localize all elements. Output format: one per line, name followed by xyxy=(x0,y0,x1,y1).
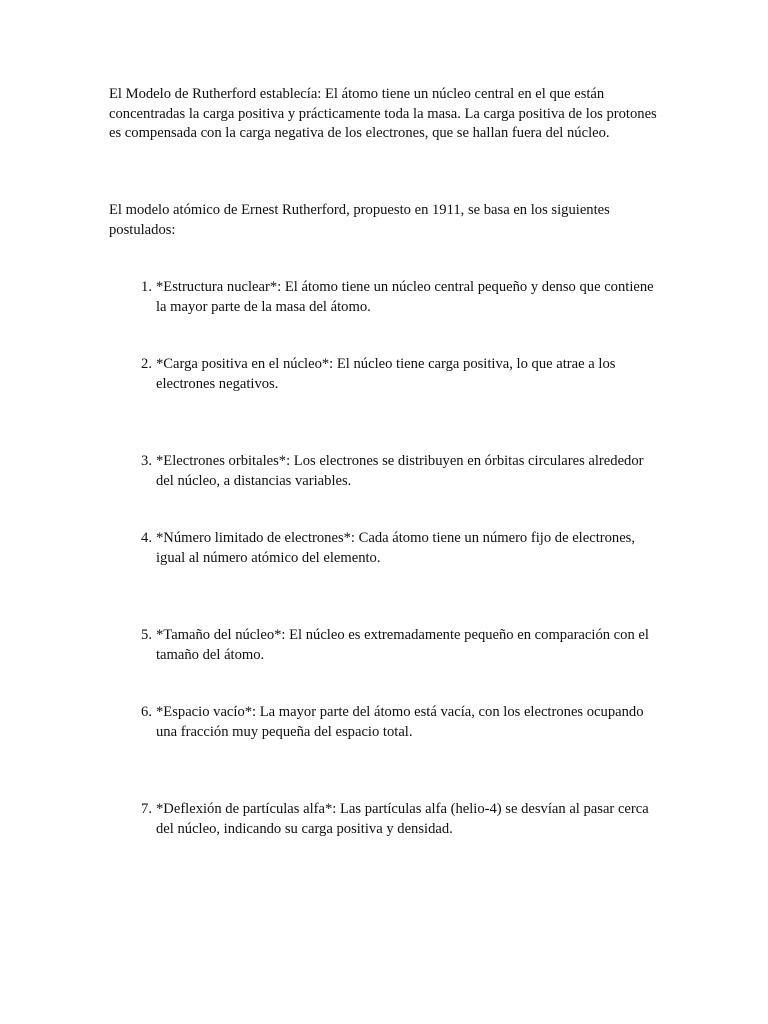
list-item xyxy=(109,452,664,491)
list-item-text: *Electrones orbitales*: Los electrones se distribuyen en órbitas circulares alrededor del núcleo, a distancias variables. xyxy=(156,453,644,489)
list-item-text: *Estructura nuclear*: El átomo tiene un núcleo central pequeño y denso que contiene la mayor parte de la masa del átomo. xyxy=(156,279,654,315)
list-item-number: 3. xyxy=(141,453,152,469)
list-item xyxy=(109,529,664,568)
intro-paragraph: El Modelo de Rutherford establecía: El átomo tiene un núcleo central en el que están concentradas la carga positiva y prácticamente toda la masa. La carga positiva de los protones es compensada con la carga negativa de los electrones, que se hallan fuera del núcleo. xyxy=(109,86,657,141)
list-item xyxy=(109,355,664,394)
list-item-text: *Espacio vacío*: La mayor parte del átomo está vacía, con los electrones ocupando una fracción muy pequeña del espacio total. xyxy=(156,704,644,740)
list-item xyxy=(109,626,664,665)
list-item-text: *Carga positiva en el núcleo*: El núcleo tiene carga positiva, lo que atrae a los electrones negativos. xyxy=(156,356,616,392)
list-item-text: *Tamaño del núcleo*: El núcleo es extremadamente pequeño en comparación con el tamaño del átomo. xyxy=(156,627,649,663)
list-item-number: 1. xyxy=(141,279,152,295)
list-item-number: 6. xyxy=(141,704,152,720)
list-item-number: 5. xyxy=(141,627,152,643)
list-item-number: 4. xyxy=(141,530,152,546)
postulates-intro-paragraph: El modelo atómico de Ernest Rutherford, propuesto en 1911, se basa en los siguientes postulados: xyxy=(109,202,610,238)
list-item xyxy=(109,278,664,317)
list-item-number: 2. xyxy=(141,356,152,372)
list-item xyxy=(109,800,664,839)
list-item-text: *Deflexión de partículas alfa*: Las partículas alfa (helio-4) se desvían al pasar cerca del núcleo, indicando su carga positiva y densidad. xyxy=(156,801,649,837)
list-item-text: *Número limitado de electrones*: Cada átomo tiene un número fijo de electrones, igual al número atómico del elemento. xyxy=(156,530,636,566)
list-item-number: 7. xyxy=(141,801,152,817)
list-item xyxy=(109,703,664,742)
